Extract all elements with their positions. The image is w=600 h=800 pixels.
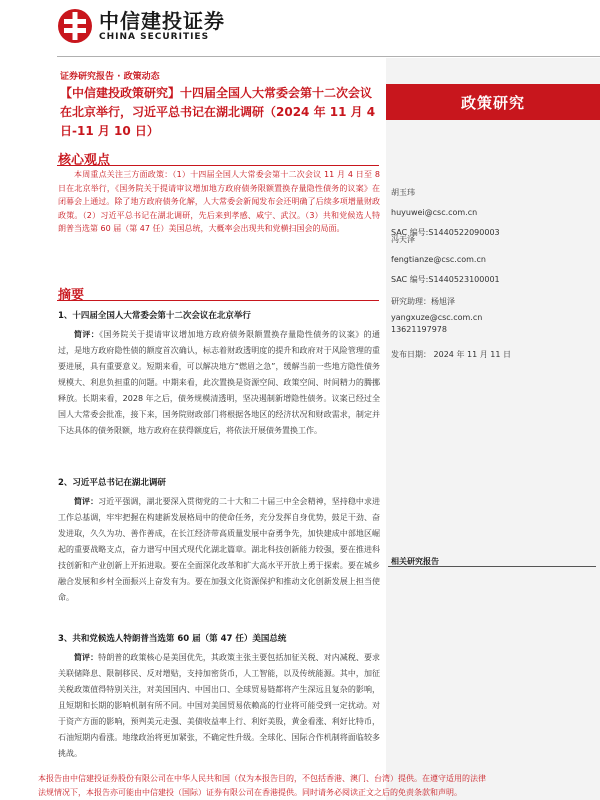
section-body	[58, 650, 380, 762]
section-body	[58, 494, 380, 606]
disclaimer-footer	[0, 772, 600, 800]
report-title: 【中信建投政策研究】十四届全国人大常委会第十二次会议在北京举行，习近平总书记在湖北调研（2024 年 11 月 4 日-11 月 10 日）	[60, 86, 376, 138]
assistant-email[interactable]: yangxuze@csc.com.cn	[391, 313, 483, 322]
summary-heading: 摘要	[58, 288, 85, 303]
section-text: 特朗普的政策核心是美国优先，其政策主张主要包括加征关税、对内减税、要求关联储降息、限制移民、反对增贴，支持加密货币，人工智能，以及传统能源。其中，加征关税政策值得特别关注，对美国国内、中国出口、全球贸易链都将产生深远且复杂的影响，且短期和长期的影响机制有所不同。中国对美国贸易依赖高的行业将可能受到一定扰动。对于资产方面的影响，预判美元走强、美债收益率上行、利好美股，黄金看涨、利好比特币，石油短期内看涨。地缘政治将更加紧张，不确定性升级。全球化、国际合作机制将面临较多挑战。	[58, 653, 381, 758]
section-title: 1、十四届全国人大常委会第十二次会议在北京举行	[58, 311, 251, 321]
disclaimer-line-1: 本报告由中信建投证券股份有限公司在中华人民共和国（仅为本报告目的，不包括香港、澳门、台湾）提供。在遵守适用的法律	[38, 774, 486, 783]
disclaimer-line-2: 法规情况下，本报告亦可能由中信建投（国际）证券有限公司在香港提供。同时请务必阅读正文之后的免责条款和声明。	[38, 788, 462, 797]
analyst-email[interactable]: fengtianze@csc.com.cn	[391, 255, 486, 264]
logo-name-en: CHINA SECURITIES	[99, 32, 210, 42]
summary-section-3	[58, 632, 380, 762]
analyst-sac: SAC 编号:S1440523100001	[391, 275, 500, 284]
summary-section-2	[58, 476, 380, 606]
related-reports-heading: 相关研究报告	[391, 557, 439, 566]
section-lead: 简评：	[74, 330, 100, 339]
related-divider	[388, 566, 596, 567]
publish-date: 发布日期： 2024 年 11 月 11 日	[391, 350, 511, 359]
core-divider	[57, 165, 379, 166]
section-text: 《国务院关于提请审议增加地方政府债务限额置换存量隐性债务的议案》的通过，是地方政府隐性债的额度首次确认，标志着财政透明度的提升和政府对于风险管理的重要进展，具有重要意义。短期来看，可以解决地方“燃眉之急”，缓解当前一些地方隐性债务规模大、利息负担重的问题。中期来看，此次置换是资源空间、政策空间、时间精力的腾挪释放。长期来看，2028 年之后，债务规模清透明，坚决遏制新增隐性债务。议案已经过全国人大常委会批准，接下来，国务院财政部门将根据各地区的经济状况和财政需求，制定并下达具体的债务限额，地方政府在获得额度后，将依法开展债务置换工作。	[58, 330, 381, 435]
section-title: 3、共和党候选人特朗普当选第 60 届（第 47 任）美国总统	[58, 634, 287, 644]
summary-divider	[57, 300, 379, 301]
report-category: 证券研究报告 · 政策动态	[60, 72, 160, 82]
analyst-2	[391, 234, 500, 286]
company-logo	[57, 8, 225, 44]
analyst-sac: SAC 编号:S1440522090003	[391, 228, 500, 237]
sidebar-panel	[386, 58, 600, 800]
analyst-1	[391, 187, 500, 239]
core-view-heading: 核心观点	[58, 153, 111, 168]
analyst-email[interactable]: huyuwei@csc.com.cn	[391, 208, 478, 217]
csc-logo-icon	[57, 8, 93, 44]
analyst-name: 胡玉玮	[391, 188, 415, 197]
section-lead: 简评：	[74, 497, 99, 506]
core-view-body: 本周重点关注三方面政策：（1）十四届全国人大常委会第十二次会议 11 月 4 日至 8 日在北京举行，《国务院关于提请审议增加地方政府债务限额置换存量隐性债务的议案》在闭幕会上通过。除了地方政府债务化解，人大常委会新闻发布会还明确了后续多项增量财政政策。（2）习近平总书记在湖北调研，先后来到孝感、咸宁、武汉。（3）共和党候选人特朗普当选第 60 届（第 47 任）美国总统，大概率会出现共和党横扫国会的局面。	[58, 170, 380, 234]
logo-name-cn: 中信建投证券	[99, 9, 225, 33]
research-assistant	[391, 296, 482, 336]
report-type-banner: 政策研究	[386, 84, 600, 120]
analyst-name: 冯天泽	[391, 235, 415, 244]
assistant-label: 研究助理：杨旭泽	[391, 297, 455, 306]
section-lead: 简评：	[74, 653, 99, 662]
summary-section-1	[58, 309, 380, 439]
header-divider	[57, 56, 600, 57]
assistant-phone: 13621197978	[391, 325, 447, 334]
section-text: 习近平强调，湖北要深入贯彻党的二十大和二十届三中全会精神，坚持稳中求进工作总基调，牢牢把握在构建新发展格局中的使命任务，充分发挥自身优势，鼓足干劲、奋发进取，久久为功、善作善成，在长江经济带高质量发展中奋勇争先，加快建成中部地区崛起的重要战略支点，奋力谱写中国式现代化湖北篇章。湖北科技创新能力较强，要在推进科技创新和产业创新上开拓进取。要在全面深化改革和扩大高水平开放上勇于探索。要在城乡融合发展和乡村全面振兴上奋发有为。要在加强文化资源保护和推动文化创新发展上担当使命。	[58, 497, 381, 602]
section-body	[58, 327, 380, 439]
section-title: 2、习近平总书记在湖北调研	[58, 478, 166, 488]
